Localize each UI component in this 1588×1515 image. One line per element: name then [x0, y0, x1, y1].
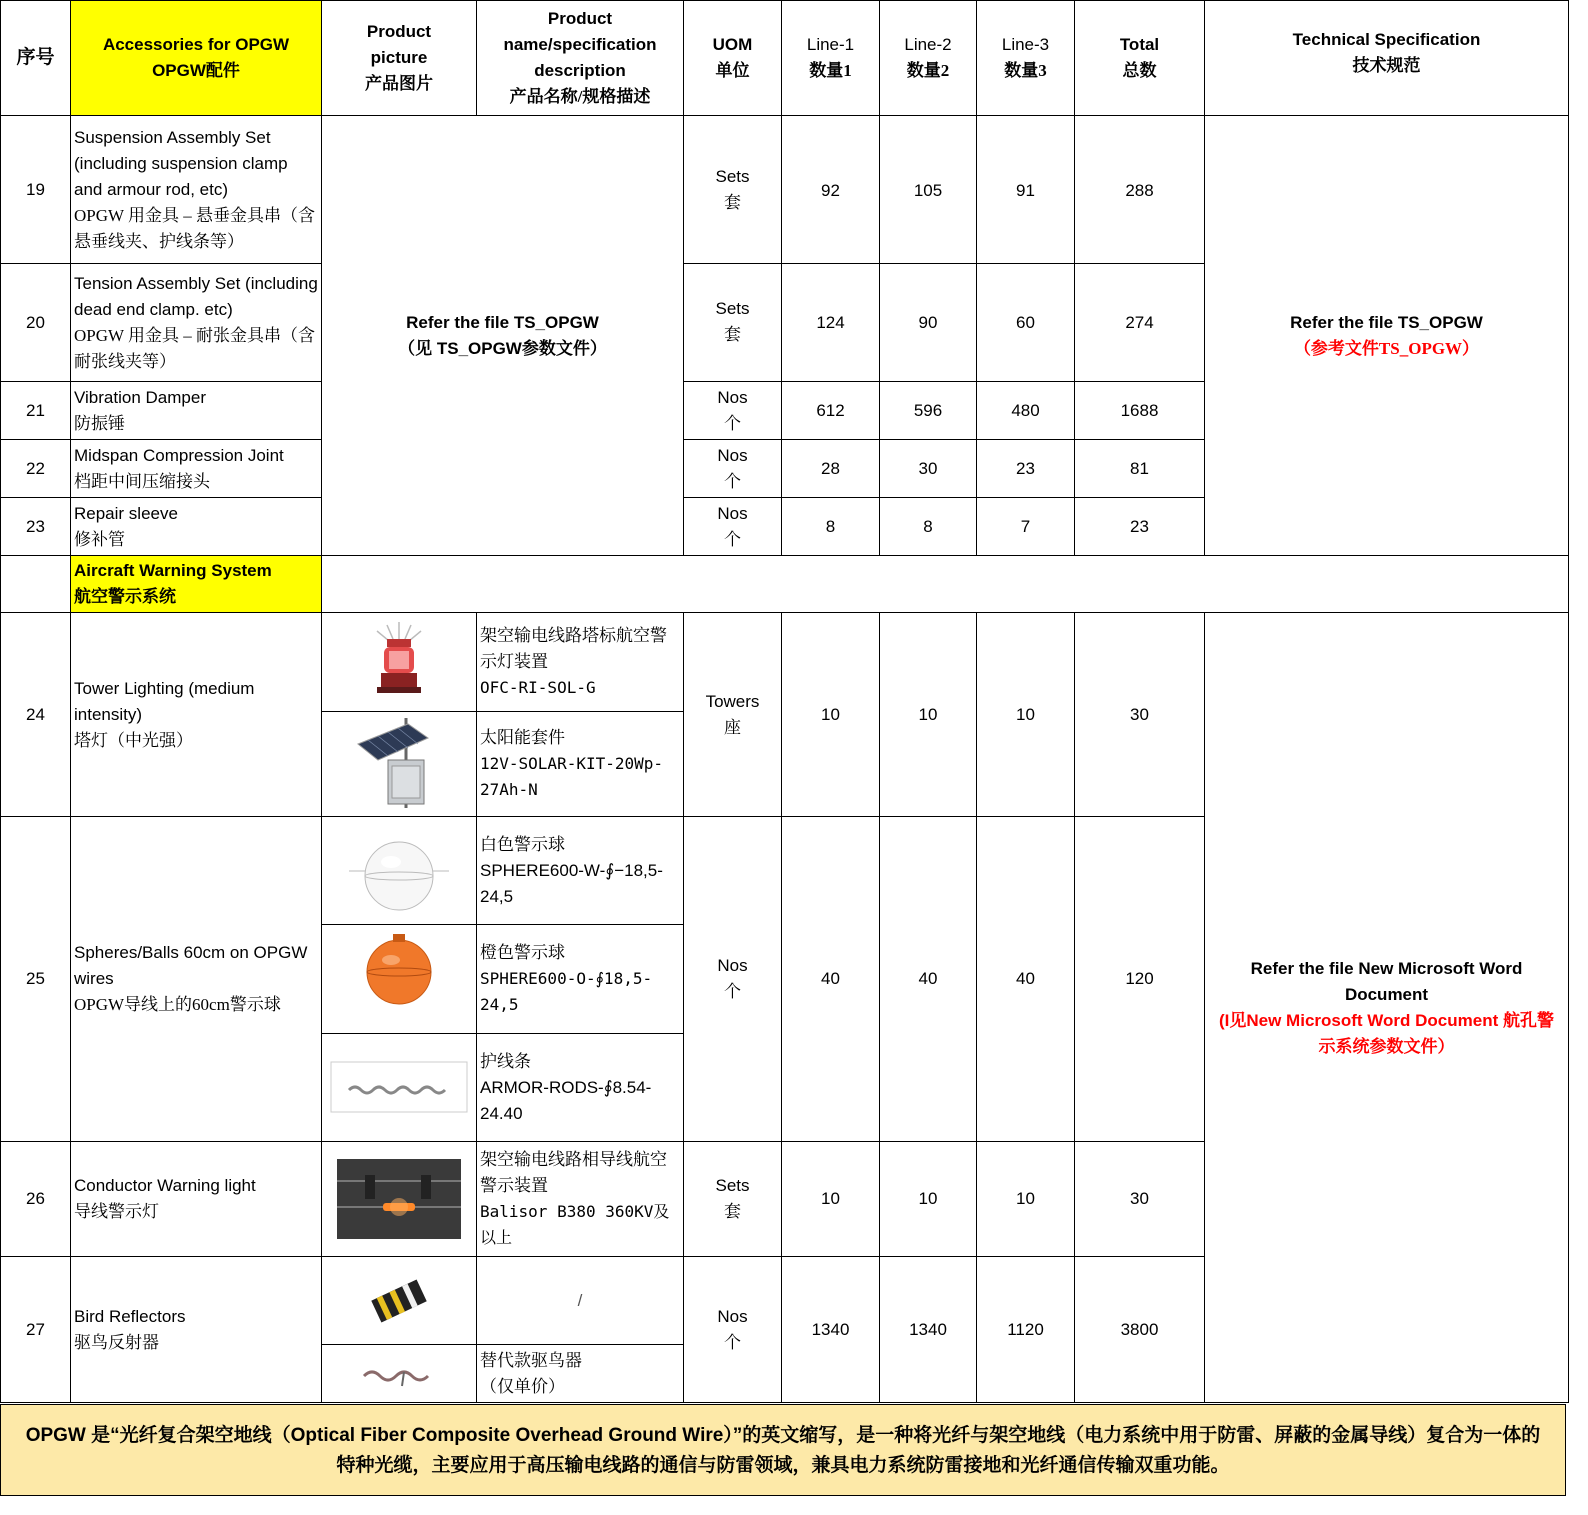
orange-sphere-icon — [349, 934, 449, 1024]
header-total — [1075, 1, 1205, 116]
qty-line2: 596 — [880, 382, 977, 440]
item-cn: 防振锤 — [74, 413, 125, 433]
header-seq: 序号 — [1, 1, 71, 116]
item-detail-code: Balisor B380 360KV及以上 — [480, 1202, 670, 1247]
qty-line1: 10 — [782, 1142, 880, 1257]
uom-cn: 个 — [724, 1332, 741, 1352]
header-line3 — [977, 1, 1075, 116]
header-accessories-cn: OPGW配件 — [152, 61, 240, 80]
item-detail — [477, 712, 684, 817]
uom-cell — [684, 440, 782, 498]
item-detail-cn: 护线条 — [480, 1051, 531, 1071]
qty-line3: 480 — [977, 382, 1075, 440]
header-line2 — [880, 1, 977, 116]
aws-spec-ref-cn: (I见New Microsoft Word Document 航孔警示系统参数文件） — [1219, 1010, 1554, 1056]
uom-en: Sets — [715, 299, 750, 318]
white-sphere-icon — [349, 826, 449, 916]
item-en: Conductor Warning light — [74, 1176, 256, 1195]
uom-cn: 座 — [724, 717, 741, 737]
header-line1-cn: 数量1 — [809, 61, 852, 80]
qty-line2: 90 — [880, 264, 977, 382]
item-en: Vibration Damper — [74, 387, 206, 407]
qty-line3: 23 — [977, 440, 1075, 498]
opgw-spec-reference — [1205, 116, 1569, 556]
conductor-light-icon — [337, 1159, 461, 1239]
header-name-cn: 产品名称/规格描述 — [509, 87, 651, 106]
spec-ref-en: Refer the file TS_OPGW — [1290, 312, 1483, 332]
item-cn: 塔灯（中光强） — [74, 730, 193, 750]
item-detail-cn: 白色警示球 — [480, 834, 565, 854]
alt-bird-reflector-image — [322, 1345, 477, 1403]
row-number: 23 — [1, 498, 71, 556]
qty-line2: 10 — [880, 613, 977, 817]
header-total-cn: 总数 — [1122, 61, 1157, 80]
item-detail — [477, 1345, 684, 1403]
header-row — [1, 1, 1569, 116]
item-detail-cn: 架空输电线路相导线航空警示装置 — [480, 1150, 667, 1195]
item-en: Repair sleeve — [74, 503, 178, 523]
item-detail — [477, 1142, 684, 1257]
header-name-en1: Product — [547, 9, 613, 28]
row-number: 19 — [1, 116, 71, 264]
uom-cell — [684, 264, 782, 382]
uom-cn: 个 — [724, 982, 741, 1001]
row-number: 21 — [1, 382, 71, 440]
uom-cell — [684, 116, 782, 264]
qty-total: 274 — [1075, 264, 1205, 382]
item-cn: 导线警示灯 — [74, 1202, 159, 1221]
uom-en: Nos — [717, 503, 748, 523]
uom-en: Sets — [715, 1176, 750, 1195]
item-cn: 档距中间压缩接头 — [74, 471, 210, 491]
uom-cell — [684, 817, 782, 1142]
table-row — [1, 613, 1569, 712]
qty-line2: 10 — [880, 1142, 977, 1257]
qty-line3: 1120 — [977, 1257, 1075, 1403]
qty-line2: 105 — [880, 116, 977, 264]
row-number: 22 — [1, 440, 71, 498]
item-en: Midspan Compression Joint — [74, 445, 284, 465]
qty-total: 3800 — [1075, 1257, 1205, 1403]
bird-reflector-icon — [364, 1271, 434, 1331]
section-blank — [322, 556, 1569, 613]
item-detail-note: （仅单价） — [480, 1376, 565, 1396]
item-detail-code: SPHERE600-O-∮18,5-24,5 — [480, 969, 653, 1014]
uom-en: Nos — [717, 445, 748, 465]
qty-total: 288 — [1075, 116, 1205, 264]
item-detail-code: OFC-RI-SOL-G — [480, 678, 596, 697]
section-title-en: Aircraft Warning System — [74, 561, 272, 580]
row-number: 26 — [1, 1142, 71, 1257]
section-title — [71, 556, 322, 613]
row-number: 25 — [1, 817, 71, 1142]
table-row — [1, 116, 1569, 264]
item-description — [71, 440, 322, 498]
qty-line2: 8 — [880, 498, 977, 556]
uom-en: Nos — [717, 956, 748, 975]
item-description — [71, 817, 322, 1142]
warning-lamp-icon — [359, 617, 439, 707]
item-en: Spheres/Balls 60cm on OPGW wires — [74, 943, 308, 988]
header-line1-en: Line-1 — [806, 35, 855, 54]
qty-total: 81 — [1075, 440, 1205, 498]
item-detail-code: ARMOR-RODS-∮8.54-24.40 — [480, 1077, 652, 1123]
uom-cn: 套 — [724, 1202, 741, 1221]
uom-en: Nos — [717, 1306, 748, 1326]
item-detail-cn: 替代款驱鸟器 — [480, 1350, 582, 1370]
item-description — [71, 1142, 322, 1257]
item-detail-cn: 太阳能套件 — [480, 728, 565, 747]
item-detail-cn: 架空输电线路塔标航空警示灯装置 — [480, 626, 667, 671]
white-sphere-image — [322, 817, 477, 925]
section-row-aircraft-warning — [1, 556, 1569, 613]
item-en: Bird Reflectors — [74, 1306, 186, 1326]
qty-line3: 40 — [977, 817, 1075, 1142]
item-detail: / — [477, 1257, 684, 1345]
item-detail — [477, 613, 684, 712]
header-uom-en: UOM — [712, 35, 753, 54]
qty-line1: 40 — [782, 817, 880, 1142]
uom-cn: 套 — [724, 193, 741, 212]
opgw-picture-reference — [322, 116, 684, 556]
item-detail-code: SPHERE600-W-∮−18,5-24,5 — [480, 860, 663, 906]
uom-cell — [684, 1257, 782, 1403]
row-number: 20 — [1, 264, 71, 382]
item-cn: OPGW 用金具 – 耐张金具串（含耐张线夹等） — [74, 325, 315, 371]
solar-kit-icon — [344, 716, 454, 812]
header-line2-en: Line-2 — [904, 35, 952, 54]
uom-en: Sets — [715, 167, 750, 186]
header-line1 — [782, 1, 880, 116]
item-description — [71, 382, 322, 440]
header-picture-cn: 产品图片 — [365, 74, 433, 93]
item-cn: OPGW导线上的60cm警示球 — [74, 995, 281, 1014]
item-description — [71, 116, 322, 264]
header-picture-en2: picture — [370, 48, 428, 67]
uom-cell — [684, 613, 782, 817]
uom-cell — [684, 382, 782, 440]
header-spec-en: Technical Specification — [1292, 30, 1481, 49]
item-en: Tension Assembly Set (including dead end clamp. etc) — [74, 273, 318, 319]
alt-bird-reflector-icon — [354, 1354, 444, 1394]
row-number: 24 — [1, 613, 71, 817]
header-uom — [684, 1, 782, 116]
qty-line3: 60 — [977, 264, 1075, 382]
picture-ref-en: Refer the file TS_OPGW — [406, 312, 599, 332]
item-cn: 驱鸟反射器 — [74, 1332, 159, 1352]
uom-cn: 个 — [724, 529, 741, 549]
aws-spec-ref-en: Refer the file New Microsoft Word Document — [1250, 958, 1523, 1004]
armor-rod-image — [322, 1034, 477, 1142]
qty-line1: 1340 — [782, 1257, 880, 1403]
header-line2-cn: 数量2 — [906, 61, 950, 80]
qty-line1: 8 — [782, 498, 880, 556]
qty-total: 30 — [1075, 1142, 1205, 1257]
item-description — [71, 613, 322, 817]
qty-line3: 91 — [977, 116, 1075, 264]
conductor-light-image — [322, 1142, 477, 1257]
header-accessories — [71, 1, 322, 116]
spec-ref-cn: （参考文件TS_OPGW） — [1293, 338, 1480, 358]
header-name-en3: description — [534, 61, 626, 80]
uom-cn: 个 — [724, 471, 741, 491]
header-accessories-en: Accessories for OPGW — [102, 35, 290, 54]
solar-kit-image — [322, 712, 477, 817]
armor-rod-icon — [329, 1058, 469, 1118]
item-description — [71, 1257, 322, 1403]
item-description — [71, 498, 322, 556]
qty-total: 23 — [1075, 498, 1205, 556]
uom-cn: 个 — [724, 413, 741, 433]
qty-line2: 1340 — [880, 1257, 977, 1403]
header-uom-cn: 单位 — [715, 61, 750, 80]
header-line3-cn: 数量3 — [1004, 61, 1047, 80]
item-cn: 修补管 — [74, 529, 125, 549]
item-detail — [477, 817, 684, 925]
uom-cell — [684, 1142, 782, 1257]
qty-line1: 124 — [782, 264, 880, 382]
item-en: Tower Lighting (medium intensity) — [74, 678, 255, 724]
uom-cell — [684, 498, 782, 556]
qty-line1: 612 — [782, 382, 880, 440]
qty-line1: 28 — [782, 440, 880, 498]
section-title-cn: 航空警示系统 — [74, 587, 176, 606]
qty-line3: 7 — [977, 498, 1075, 556]
header-picture — [322, 1, 477, 116]
orange-sphere-image — [322, 925, 477, 1034]
warning-lamp-image — [322, 613, 477, 712]
qty-total: 30 — [1075, 613, 1205, 817]
aws-spec-reference — [1205, 613, 1569, 1403]
uom-en: Nos — [717, 387, 748, 407]
header-total-en: Total — [1119, 35, 1160, 54]
uom-en: Towers — [705, 691, 760, 711]
item-detail — [477, 1034, 684, 1142]
item-cn: OPGW 用金具 – 悬垂金具串（含悬垂线夹、护线条等） — [74, 205, 315, 251]
header-name — [477, 1, 684, 116]
row-number: 27 — [1, 1257, 71, 1403]
qty-line3: 10 — [977, 613, 1075, 817]
qty-line1: 92 — [782, 116, 880, 264]
item-detail-code: 12V-SOLAR-KIT-20Wp-27Ah-N — [480, 754, 664, 799]
section-empty-cell — [1, 556, 71, 613]
uom-cn: 套 — [724, 325, 741, 344]
header-spec-cn: 技术规范 — [1352, 56, 1421, 75]
item-detail — [477, 925, 684, 1034]
picture-ref-cn: （见 TS_OPGW参数文件） — [398, 338, 607, 358]
qty-line1: 10 — [782, 613, 880, 817]
qty-line3: 10 — [977, 1142, 1075, 1257]
header-spec — [1205, 1, 1569, 116]
qty-total: 1688 — [1075, 382, 1205, 440]
header-picture-en1: Product — [366, 22, 432, 41]
qty-line2: 30 — [880, 440, 977, 498]
item-detail-cn: 橙色警示球 — [480, 943, 565, 962]
qty-total: 120 — [1075, 817, 1205, 1142]
header-name-en2: name/specification — [503, 35, 657, 54]
item-description — [71, 264, 322, 382]
footnote: OPGW 是“光纤复合架空地线（Optical Fiber Composite Overhead Ground Wire）”的英文缩写，是一种将光纤与架空地线（电力系统中用于防雷、屏蔽的金属导线）复合为一体的特种光缆，主要应用于高压输电线路的通信与防雷领域，兼具电力系统防雷接地和光纤通信传输双重功能。 — [0, 1404, 1566, 1496]
bird-reflector-image — [322, 1257, 477, 1345]
header-line3-en: Line-3 — [1001, 35, 1050, 54]
item-en: Suspension Assembly Set (including suspension clamp and armour rod, etc) — [74, 127, 288, 199]
qty-line2: 40 — [880, 817, 977, 1142]
